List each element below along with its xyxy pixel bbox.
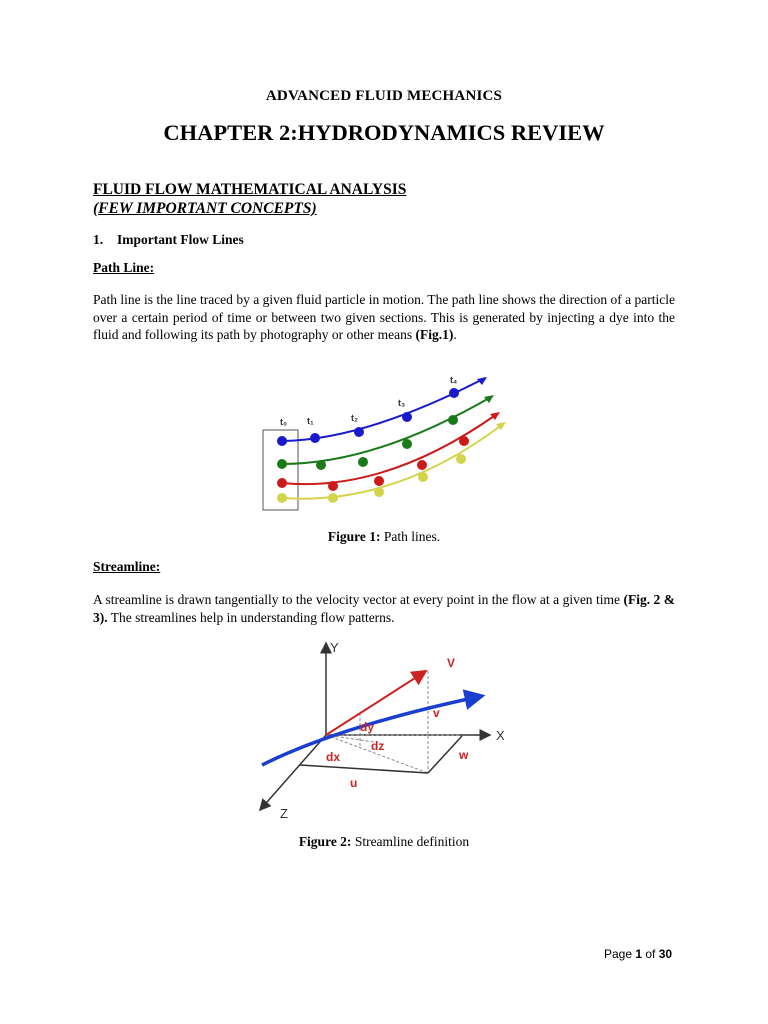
figure-1-pathlines [255, 368, 515, 518]
streamline-figure-ref: (Fig. 2 & 3). [93, 592, 675, 625]
pathline-blue [282, 378, 485, 441]
list-number: 1. [93, 232, 104, 247]
label-dx: dx [326, 750, 341, 764]
figure-2-caption [0, 834, 768, 850]
particles-blue [277, 388, 459, 446]
label-dz: dz [371, 739, 385, 753]
streamline-text-end: The streamlines help in understanding flow patterns. [107, 609, 395, 625]
particles-yellow [277, 454, 466, 503]
page-current: 1 [635, 947, 643, 961]
label-velocity-V: V [447, 656, 456, 670]
list-heading [93, 232, 244, 248]
section-heading: FLUID FLOW MATHEMATICAL ANALYSIS [93, 181, 407, 198]
figure-1-caption-text: Path lines. [380, 529, 441, 544]
pathline-text: Path line is the line traced by a given fluid particle in motion. The path line shows the direction of a particle over a certain period of time or between two given sections. This is generated by injecting a dye into the fluid and following its path by photography or other means [93, 292, 675, 342]
course-title: ADVANCED FLUID MECHANICS [265, 88, 503, 104]
label-v-component: v [433, 706, 440, 720]
chapter-title: CHAPTER 2:HYDRODYNAMICS REVIEW [163, 120, 605, 145]
label-t1: t₁ [307, 416, 314, 426]
list-heading-text: Important Flow Lines [117, 232, 244, 247]
z-axis [260, 735, 326, 810]
streamline-text: A streamline is drawn tangentially to the velocity vector at every point in the flow at a given time [93, 592, 624, 607]
figure-1-caption-label: Figure 1: [327, 529, 381, 544]
page-word: Page [604, 947, 636, 961]
figure-2-caption-label: Figure 2: [298, 834, 352, 849]
label-x-axis: X [496, 728, 505, 743]
section-subheading: (FEW IMPORTANT CONCEPTS) [93, 200, 317, 217]
label-dy: dy [360, 720, 375, 734]
label-z-axis: Z [280, 806, 288, 821]
page-total: 30 [658, 947, 673, 961]
page-of: of [642, 947, 659, 961]
particles-green [277, 415, 458, 470]
label-t0: t₀ [280, 417, 288, 427]
pathline-heading: Path Line: [93, 260, 155, 275]
figure-2-caption-text: Streamline definition [351, 834, 470, 849]
streamline-paragraph [93, 591, 675, 626]
streamline-heading: Streamline: [93, 559, 161, 574]
velocity-vector [326, 671, 426, 735]
pathline-paragraph [93, 291, 675, 344]
label-t4: t₄ [450, 375, 458, 385]
label-y-axis: Y [330, 640, 339, 655]
figure-2-streamline [250, 638, 520, 823]
label-w-component: w [459, 748, 469, 762]
pathline-figure-ref: (Fig.1) [415, 327, 454, 342]
figure-1-caption [0, 529, 768, 545]
label-t2: t₂ [351, 413, 358, 423]
page-number [604, 947, 672, 961]
label-u-component: u [350, 776, 358, 790]
label-t3: t₃ [398, 398, 406, 408]
pathline-text-end: . [453, 327, 457, 342]
